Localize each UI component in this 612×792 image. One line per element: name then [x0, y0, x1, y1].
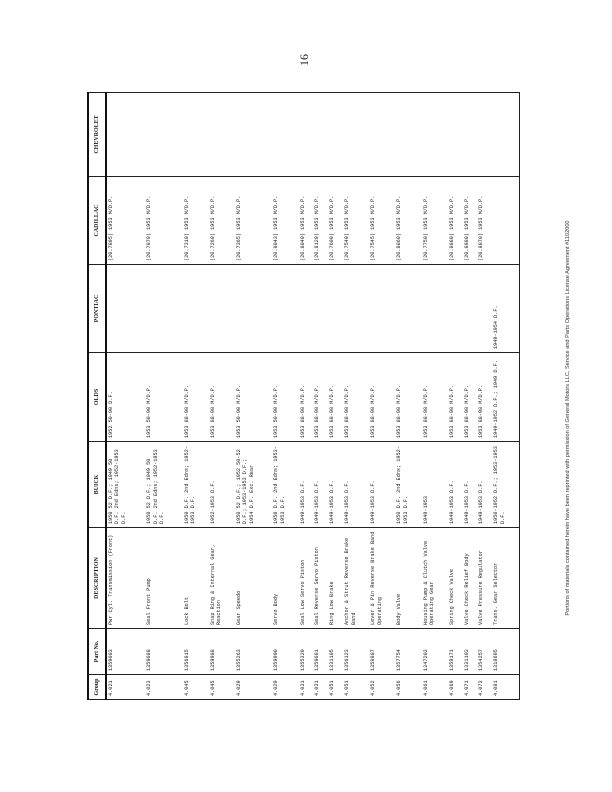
- cell-olds: 1949-1952 D.F.; 1949 D.F.: [492, 353, 519, 442]
- cell-part-no: 1359990: [272, 629, 298, 675]
- table-row: [477, 93, 492, 700]
- cell-chevrolet: [313, 93, 328, 177]
- cell-cadillac: (20.7540) 1953 M/D.P.: [343, 177, 369, 265]
- cell-pontiac: [272, 265, 298, 353]
- cell-chevrolet: [183, 93, 209, 177]
- cell-part-no: 1355263: [235, 629, 272, 675]
- cell-buick: 1949-1953 D.F.: [369, 442, 395, 528]
- cell-buick: 1949-1953 D.F.: [448, 442, 463, 528]
- table-row: [106, 93, 145, 700]
- cell-pontiac: [183, 265, 209, 353]
- cell-pontiac: [145, 265, 182, 353]
- header-cadillac: CADILLAC: [88, 177, 106, 265]
- cell-description: Housing Pump & Clutch Valve Operating Gear: [422, 528, 448, 629]
- table-row: [235, 93, 272, 700]
- table-row: [183, 93, 209, 700]
- cell-description: Ring Low Brake: [328, 528, 343, 629]
- cell-olds: 1953 88-98 M/D.P.: [328, 353, 343, 442]
- cell-chevrolet: [422, 93, 448, 177]
- table-row: [448, 93, 463, 700]
- cell-chevrolet: [235, 93, 272, 177]
- cell-pontiac: [463, 265, 478, 353]
- cell-olds: 1953 88-98 M/D.P.: [209, 353, 235, 442]
- cell-buick: 1950 52 D.F.; 1949 50 D.F. 2nd Edns; 1952-1953 D.F.: [106, 442, 145, 528]
- cell-pontiac: [422, 265, 448, 353]
- cell-olds: 1953 50-90 M/D.P.: [235, 353, 272, 442]
- cell-chevrolet: [448, 93, 463, 177]
- header-group: Group: [88, 675, 106, 700]
- cell-group: 4.021: [106, 675, 145, 700]
- table-header-row: [88, 93, 106, 700]
- cell-part-no: 1347203: [422, 629, 448, 675]
- cell-pontiac: [299, 265, 314, 353]
- cell-olds: 1953 88-98 M/D.P.: [183, 353, 209, 442]
- cell-olds: 1953 88-98 M/D.P.: [343, 353, 369, 442]
- cell-pontiac: [343, 265, 369, 353]
- cell-cadillac: (20.8040) 1953 M/D.P.: [299, 177, 314, 265]
- cell-cadillac: [492, 177, 519, 265]
- cell-description: Seal Reverse Servo Piston: [313, 528, 328, 629]
- cell-buick: 1949-1953 D.F.: [313, 442, 328, 528]
- cell-cadillac: (20.8043) 1953 M/D.P.: [272, 177, 298, 265]
- cell-chevrolet: [106, 93, 145, 177]
- table-row: [492, 93, 519, 700]
- license-footer: Portions of materials contained herein have been reprinted with permission of General Motors LLC, Service and Parts Operations License Agreement #1102000: [565, 220, 571, 616]
- cell-cadillac: (20.7895) 1953 M/D.P.: [106, 177, 145, 265]
- parts-table-sheet: [87, 93, 520, 700]
- cell-cadillac: (20.7365) 1953 M/D.P.: [235, 177, 272, 265]
- cell-buick: 1950 52 D.F.; 1949 50 D.F. 2nd Edns; 1952-1953 D.F.: [145, 442, 182, 528]
- cell-buick: 1950 D.F. 2nd Edns; 1952-1953 D.F.: [183, 442, 209, 528]
- cell-olds: 1952 50-90 D.F.: [106, 353, 145, 442]
- cell-part-no: 1358887: [369, 629, 395, 675]
- cell-cadillac: (20.8120) 1953 M/D.P.: [313, 177, 328, 265]
- cell-cadillac: (20.8870) 1953 M/D.P.: [477, 177, 492, 265]
- cell-group: 4.061: [422, 675, 448, 700]
- cell-olds: 1953 50-90 M/D.P.: [145, 353, 182, 442]
- cell-buick: 1949-1953 D.F.: [328, 442, 343, 528]
- cell-cadillac: (20.8880) 1953 M/D.P.: [463, 177, 478, 265]
- cell-part-no: 1318695: [492, 629, 519, 675]
- cell-description: Servo Body: [272, 528, 298, 629]
- cell-olds: 1953 88-98 M/D.P.: [395, 353, 421, 442]
- cell-cadillac: (20.7310) 1953 M/D.P.: [183, 177, 209, 265]
- cell-buick: 1950 D.F. 2nd Edns; 1952-1953 D.F.: [395, 442, 421, 528]
- cell-description: Body Valve: [395, 528, 421, 629]
- table-row: [343, 93, 369, 700]
- cell-olds: 1953 88-98 M/D.P.: [477, 353, 492, 442]
- cell-olds: 1953 88-98 M/D.P.: [448, 353, 463, 442]
- cell-pontiac: 1949-1954 D.F.: [492, 265, 519, 353]
- table-row: [395, 93, 421, 700]
- cell-description: Seal Low Servo Piston: [299, 528, 314, 629]
- cell-chevrolet: [328, 93, 343, 177]
- cell-buick: 1950 52 D.F.; 1952 50-52 D.F.; 1953-1953 D.F.; 1954 D.F. Exc. Rear: [235, 442, 272, 528]
- cell-chevrolet: [145, 93, 182, 177]
- cell-group: 4.023: [145, 675, 182, 700]
- header-olds: OLDS: [88, 353, 106, 442]
- cell-group: 4.052: [369, 675, 395, 700]
- cell-description: Seal Front Pump: [145, 528, 182, 629]
- cell-description: Valve Pressure Regulator: [477, 528, 492, 629]
- cell-group: 4.051: [343, 675, 369, 700]
- header-pontiac: PONTIAC: [88, 265, 106, 353]
- cell-group: 4.045: [183, 675, 209, 700]
- cell-part-no: 1331105: [328, 629, 343, 675]
- cell-pontiac: [235, 265, 272, 353]
- cell-chevrolet: [299, 93, 314, 177]
- cell-description: Lock Bolt: [183, 528, 209, 629]
- cell-buick: 1949-1953 D.F.: [343, 442, 369, 528]
- table-row: [328, 93, 343, 700]
- cell-part-no: 1356123: [343, 629, 369, 675]
- cell-description: Gear Speedo: [235, 528, 272, 629]
- cell-cadillac: (20.7260) 1953 M/D.P.: [209, 177, 235, 265]
- cell-part-no: 1359088: [145, 629, 182, 675]
- cell-pontiac: [209, 265, 235, 353]
- cell-group: 4.081: [492, 675, 519, 700]
- cell-pontiac: [328, 265, 343, 353]
- cell-chevrolet: [369, 93, 395, 177]
- cell-chevrolet: [209, 93, 235, 177]
- cell-part-no: 1357754: [395, 629, 421, 675]
- cell-description: Lever & Pin Reverse Brake Band Operating: [369, 528, 395, 629]
- cell-group: 4.073: [477, 675, 492, 700]
- cell-chevrolet: [463, 93, 478, 177]
- cell-part-no: 1359083: [106, 629, 145, 675]
- cell-chevrolet: [343, 93, 369, 177]
- table-row: [369, 93, 395, 700]
- cell-description: Anchor & Strut Reverse Brake Band: [343, 528, 369, 629]
- cell-chevrolet: [272, 93, 298, 177]
- cell-cadillac: (20.7870) 1953 M/D.P.: [145, 177, 182, 265]
- cell-part-no: 1356815: [183, 629, 209, 675]
- cell-cadillac: (20.7750) 1953 M/D.P.: [422, 177, 448, 265]
- header-part-no: Part No.: [88, 629, 106, 675]
- cell-buick: 1950 D.F. 2nd Edns; 1953-1953 D.F.: [272, 442, 298, 528]
- cell-cadillac: (20.7545) 1953 M/D.P.: [369, 177, 395, 265]
- cell-part-no: 1354257: [477, 629, 492, 675]
- cell-part-no: 1359171: [448, 629, 463, 675]
- cell-buick: 1949-1953 D.F.: [463, 442, 478, 528]
- cell-olds: 1953 88-98 M/D.P.: [463, 353, 478, 442]
- cell-buick: 1949-1953 D.F.: [477, 442, 492, 528]
- cell-pontiac: [369, 265, 395, 353]
- header-buick: BUICK: [88, 442, 106, 528]
- cell-olds: 1953 88-98 M/D.P.: [299, 353, 314, 442]
- cell-description: Trans. Gear Selector: [492, 528, 519, 629]
- parts-table: [87, 92, 520, 700]
- cell-description: Snap Ring & Internal Gear, Reaction: [209, 528, 235, 629]
- cell-pontiac: [395, 265, 421, 353]
- cell-chevrolet: [477, 93, 492, 177]
- cell-olds: 1953 88-98 M/D.P.: [369, 353, 395, 442]
- cell-description: Spring Check Valve: [448, 528, 463, 629]
- cell-buick: 1949-1953 D.F.: [299, 442, 314, 528]
- cell-group: 4.051: [328, 675, 343, 700]
- cell-olds: 1953 88-98 M/D.P.: [313, 353, 328, 442]
- cell-chevrolet: [492, 93, 519, 177]
- cell-group: 4.031: [313, 675, 328, 700]
- cell-pontiac: [106, 265, 145, 353]
- cell-cadillac: (20.8860) 1953 M/D.P.: [395, 177, 421, 265]
- cell-part-no: 1359988: [209, 629, 235, 675]
- cell-olds: 1953 50-90 M/D.P.: [272, 353, 298, 442]
- header-description: DESCRIPTION: [88, 528, 106, 629]
- page-number: 16: [297, 54, 311, 66]
- cell-description: Pwr Cyl. Transmission (Front): [106, 528, 145, 629]
- cell-olds: 1953 88-98 M/D.P.: [422, 353, 448, 442]
- table-row: [463, 93, 478, 700]
- cell-group: 4.069: [448, 675, 463, 700]
- cell-group: 4.029: [235, 675, 272, 700]
- cell-group: 4.045: [209, 675, 235, 700]
- cell-pontiac: [477, 265, 492, 353]
- cell-part-no: 1359081: [313, 629, 328, 675]
- cell-group: 4.071: [463, 675, 478, 700]
- cell-cadillac: (20.7600) 1953 M/D.P.: [328, 177, 343, 265]
- table-row: [422, 93, 448, 700]
- cell-pontiac: [313, 265, 328, 353]
- table-row: [145, 93, 182, 700]
- cell-part-no: 1331103: [463, 629, 478, 675]
- cell-pontiac: [448, 265, 463, 353]
- cell-buick: 1950-1952 D.F.; 1953-1953 D.F.: [492, 442, 519, 528]
- cell-group: 4.031: [299, 675, 314, 700]
- cell-description: Valve Check Relief Body: [463, 528, 478, 629]
- table-row: [272, 93, 298, 700]
- table-row: [209, 93, 235, 700]
- cell-buick: 1952-1953 D.F.: [209, 442, 235, 528]
- header-chevrolet: CHEVROLET: [88, 93, 106, 177]
- cell-part-no: 1355329: [299, 629, 314, 675]
- table-row: [299, 93, 314, 700]
- cell-cadillac: (20.8880) 1953 M/D.P.: [448, 177, 463, 265]
- cell-group: 4.056: [395, 675, 421, 700]
- cell-group: 4.029: [272, 675, 298, 700]
- cell-buick: 1949-1953: [422, 442, 448, 528]
- cell-chevrolet: [395, 93, 421, 177]
- table-row: [313, 93, 328, 700]
